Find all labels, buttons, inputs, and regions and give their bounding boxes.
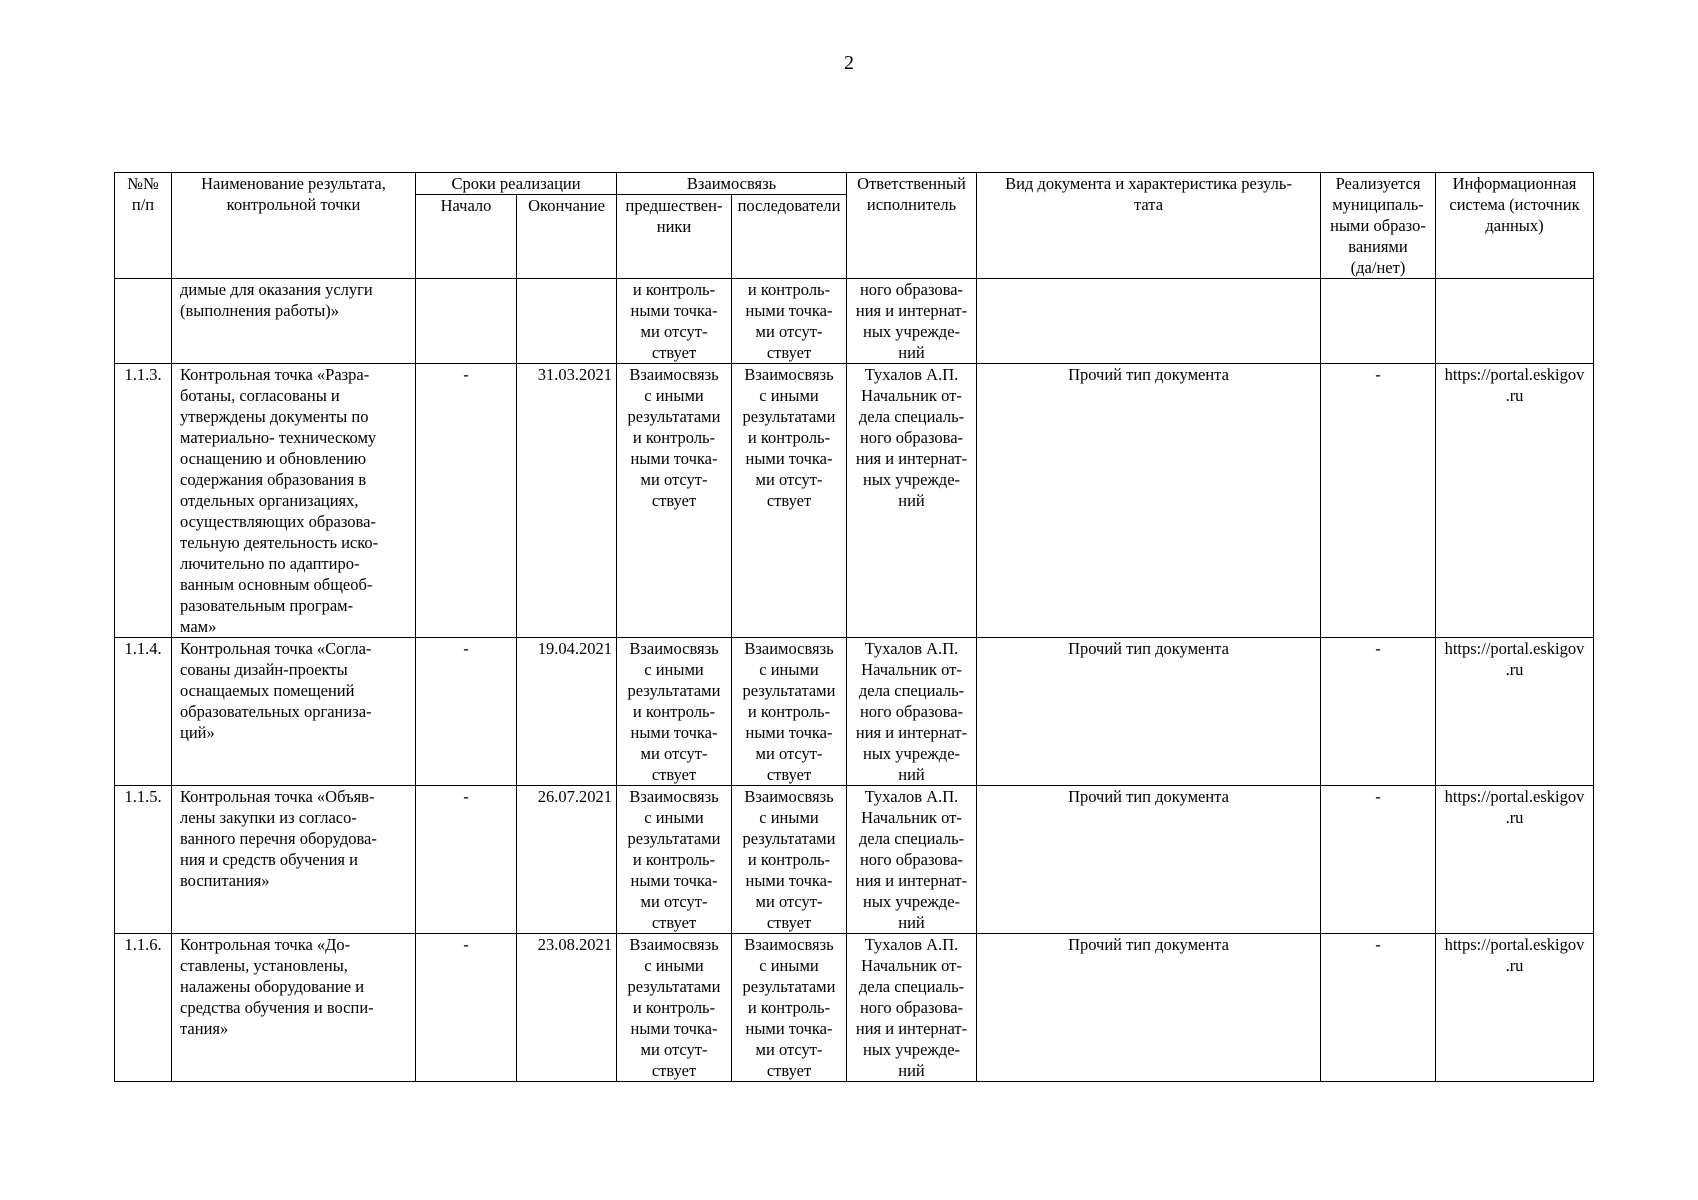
row-municipal: - bbox=[1321, 786, 1436, 934]
header-end: Окончание bbox=[517, 195, 617, 279]
row-end: 26.07.2021 bbox=[517, 786, 617, 934]
row-successors: и контроль- ными точка- ми отсут- ствует bbox=[732, 279, 847, 364]
row-name: димые для оказания услуги (выполнения работы)» bbox=[172, 279, 416, 364]
table-row bbox=[115, 786, 1594, 934]
row-end bbox=[517, 279, 617, 364]
row-successors: Взаимосвязь с иными результатами и контроль- ными точка- ми отсут- ствует bbox=[732, 786, 847, 934]
row-responsible: Тухалов А.П. Начальник от- дела специаль- ного образова- ния и интернат- ных учрежде- ний bbox=[847, 786, 977, 934]
row-num bbox=[115, 279, 172, 364]
row-end: 31.03.2021 bbox=[517, 364, 617, 638]
row-num: 1.1.5. bbox=[115, 786, 172, 934]
row-municipal: - bbox=[1321, 934, 1436, 1082]
header-successors: последователи bbox=[732, 195, 847, 279]
row-start: - bbox=[416, 786, 517, 934]
header-terms: Сроки реализации bbox=[416, 173, 617, 195]
row-num: 1.1.3. bbox=[115, 364, 172, 638]
row-successors: Взаимосвязь с иными результатами и контроль- ными точка- ми отсут- ствует bbox=[732, 364, 847, 638]
row-info-system bbox=[1436, 279, 1594, 364]
table-row bbox=[115, 934, 1594, 1082]
row-predecessors: Взаимосвязь с иными результатами и контроль- ными точка- ми отсут- ствует bbox=[617, 934, 732, 1082]
page-number: 2 bbox=[844, 52, 854, 74]
row-end: 23.08.2021 bbox=[517, 934, 617, 1082]
row-municipal: - bbox=[1321, 638, 1436, 786]
header-municipal: Реализуется муниципаль- ными образо- ваниями (да/нет) bbox=[1321, 173, 1436, 279]
row-info-system: https://portal.eskigov .ru bbox=[1436, 364, 1594, 638]
row-start: - bbox=[416, 638, 517, 786]
row-end: 19.04.2021 bbox=[517, 638, 617, 786]
row-predecessors: Взаимосвязь с иными результатами и контроль- ными точка- ми отсут- ствует bbox=[617, 786, 732, 934]
row-info-system: https://portal.eskigov .ru bbox=[1436, 934, 1594, 1082]
header-info-system: Информационная система (источник данных) bbox=[1436, 173, 1594, 279]
row-successors: Взаимосвязь с иными результатами и контроль- ными точка- ми отсут- ствует bbox=[732, 934, 847, 1082]
table-row bbox=[115, 364, 1594, 638]
row-info-system: https://portal.eskigov .ru bbox=[1436, 638, 1594, 786]
header-num: №№ п/п bbox=[115, 173, 172, 279]
header-responsible: Ответственный исполнитель bbox=[847, 173, 977, 279]
row-predecessors: Взаимосвязь с иными результатами и контроль- ными точка- ми отсут- ствует bbox=[617, 638, 732, 786]
row-document-type bbox=[977, 279, 1321, 364]
row-responsible: Тухалов А.П. Начальник от- дела специаль- ного образова- ния и интернат- ных учрежде- ний bbox=[847, 638, 977, 786]
row-name: Контрольная точка «Согла- сованы дизайн-проекты оснащаемых помещений образовательных организа- ций» bbox=[172, 638, 416, 786]
row-successors: Взаимосвязь с иными результатами и контроль- ными точка- ми отсут- ствует bbox=[732, 638, 847, 786]
row-start: - bbox=[416, 934, 517, 1082]
row-document-type: Прочий тип документа bbox=[977, 364, 1321, 638]
table-row bbox=[115, 638, 1594, 786]
row-predecessors: Взаимосвязь с иными результатами и контроль- ными точка- ми отсут- ствует bbox=[617, 364, 732, 638]
row-name: Контрольная точка «Объяв- лены закупки из согласо- ванного перечня оборудова- ния и средств обучения и воспитания» bbox=[172, 786, 416, 934]
row-document-type: Прочий тип документа bbox=[977, 638, 1321, 786]
row-document-type: Прочий тип документа bbox=[977, 934, 1321, 1082]
row-start bbox=[416, 279, 517, 364]
row-num: 1.1.6. bbox=[115, 934, 172, 1082]
row-responsible: ного образова- ния и интернат- ных учрежде- ний bbox=[847, 279, 977, 364]
row-document-type: Прочий тип документа bbox=[977, 786, 1321, 934]
row-responsible: Тухалов А.П. Начальник от- дела специаль- ного образова- ния и интернат- ных учрежде- ний bbox=[847, 934, 977, 1082]
table-header bbox=[115, 173, 1594, 279]
row-responsible: Тухалов А.П. Начальник от- дела специаль- ного образова- ния и интернат- ных учрежде- ний bbox=[847, 364, 977, 638]
row-start: - bbox=[416, 364, 517, 638]
header-predecessors: предшествен- ники bbox=[617, 195, 732, 279]
header-start: Начало bbox=[416, 195, 517, 279]
row-name: Контрольная точка «Разра- ботаны, согласованы и утверждены документы по материально- техническому оснащению и обновлению содержания образования в отдельных организациях, осуществляющих образова- тельную деятельность иско- лючительно по адаптиро- ванным основным общеоб- разовательным програм- мам» bbox=[172, 364, 416, 638]
header-document-type: Вид документа и характеристика резуль- тата bbox=[977, 173, 1321, 279]
row-name: Контрольная точка «До- ставлены, установлены, налажены оборудование и средства обучения и воспи- тания» bbox=[172, 934, 416, 1082]
table-row bbox=[115, 279, 1594, 364]
plan-table bbox=[114, 172, 1594, 1082]
row-municipal: - bbox=[1321, 364, 1436, 638]
row-municipal bbox=[1321, 279, 1436, 364]
row-predecessors: и контроль- ными точка- ми отсут- ствует bbox=[617, 279, 732, 364]
row-num: 1.1.4. bbox=[115, 638, 172, 786]
header-name: Наименование результата, контрольной точки bbox=[172, 173, 416, 279]
row-info-system: https://portal.eskigov .ru bbox=[1436, 786, 1594, 934]
header-relation: Взаимосвязь bbox=[617, 173, 847, 195]
